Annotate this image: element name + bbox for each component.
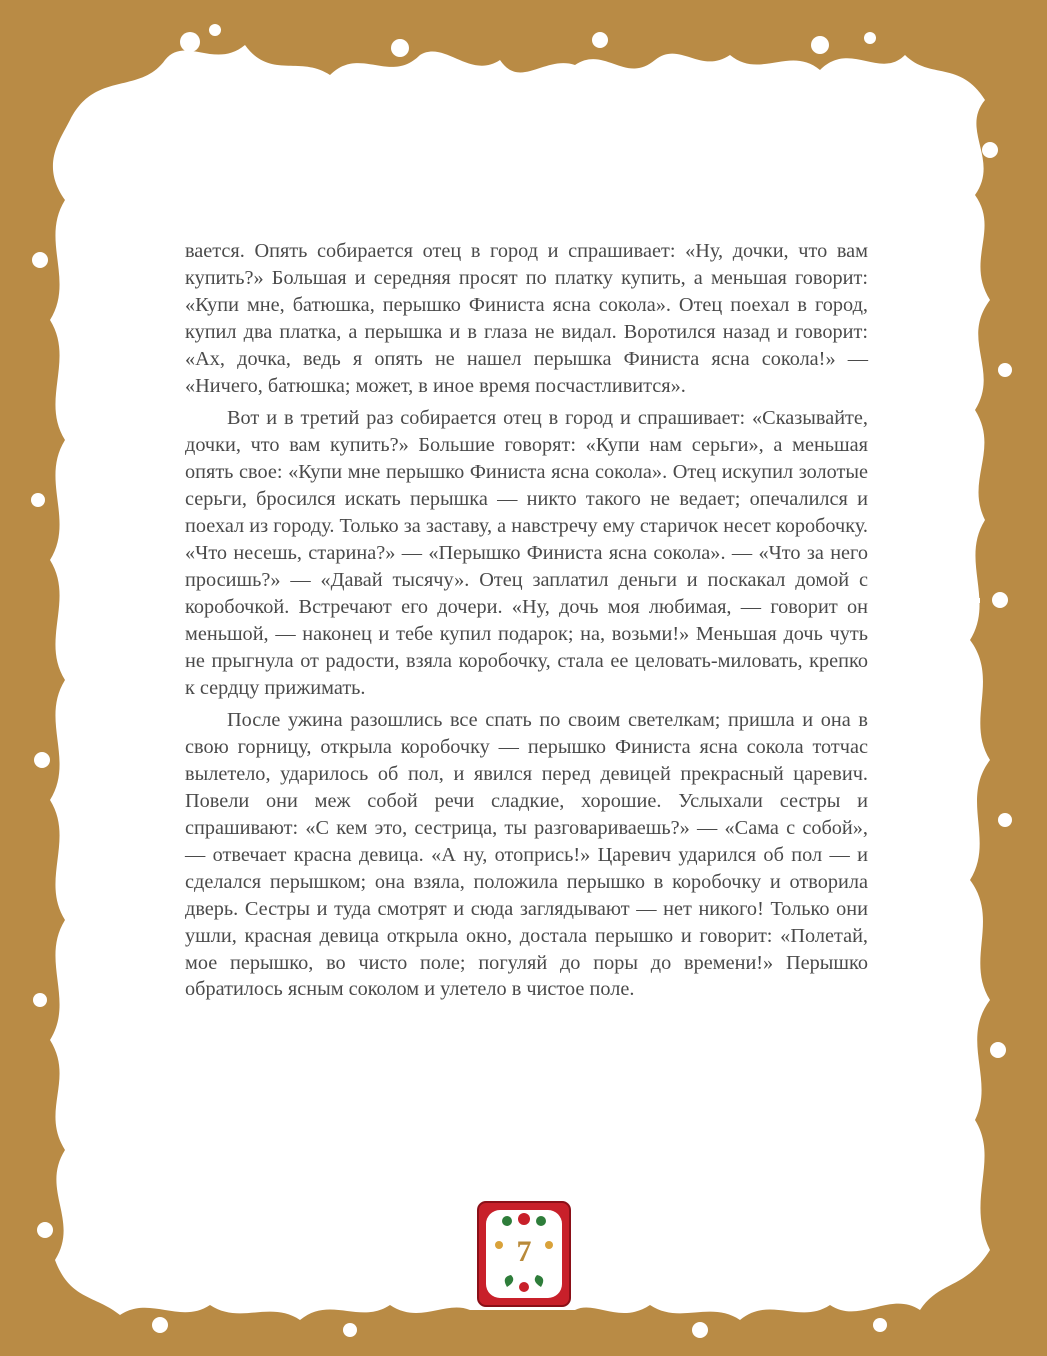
page-number-badge bbox=[477, 1201, 571, 1307]
paragraph-1: вается. Опять собирается отец в город и спрашивает: «Ну, дочки, что вам купить?» Большая и середняя просят по платку купить, а меньшая говорит: «Купи мне, батюшка, перышко Финиста ясна сокола». Отец поехал в город, купил два платка, а перышка и в глаза не видал. Воротился назад и говорит: «Ах, дочка, ведь я опять не нашел перышка Финиста ясна сокола!» — «Ничего, батюшка; может, в иное время посчастливится». bbox=[185, 240, 868, 397]
paragraph-2: Вот и в третий раз собирается отец в город и спрашивает: «Сказывайте, дочки, что вам купить?» Большие говорят: «Купи нам серьги», а меньшая опять свое: «Купи мне перышко Финиста ясна сокола». Отец искупил золотые серьги, бросился искать перышка — никто такого не ведает; опечалился и поехал из городу. Только за заставу, а навстречу ему старичок несет коробочку. «Что несешь, старина?» — «Перышко Финиста ясна сокола». — «Что за него просишь?» — «Давай тысячу». Отец заплатил деньги и поскакал домой с коробочкой. Встречают его дочери. «Ну, дочь моя любимая, — говорит он меньшой, — наконец и тебе купил подарок; на, возьми!» Меньшая дочь чуть не прыгнула от радости, взяла коробочку, стала ее целовать-миловать, крепко к сердцу прижимать. bbox=[185, 407, 868, 699]
paragraph-3: После ужина разошлись все спать по своим светелкам; пришла и она в свою горницу, открыла коробочку — перышко Финиста ясна сокола тотчас вылетело, ударилось об пол, и явился перед девицей прекрасный царевич. Повели они меж собой речи сладкие, хорошие. Услыхали сестры и спрашивают: «С кем это, сестрица, ты разговариваешь?» — «Сама с собой», — отвечает красна девица. «А ну, отопрись!» Царевич ударился об пол — и сделался перышком; она взяла, положила перышко в коробочку и отворила дверь. Сестры и туда смотрят и сюда заглядывают — нет никого! Только они ушли, красная девица открыла окно, достала перышко и говорит: «Полетай, мое перышко, во чисто поле; погуляй до поры до времени!» Перышко обратилось ясным соколом и улетело в чистое поле. bbox=[185, 709, 868, 1001]
story-text bbox=[185, 238, 868, 1009]
page-number: 7 bbox=[516, 1235, 532, 1268]
